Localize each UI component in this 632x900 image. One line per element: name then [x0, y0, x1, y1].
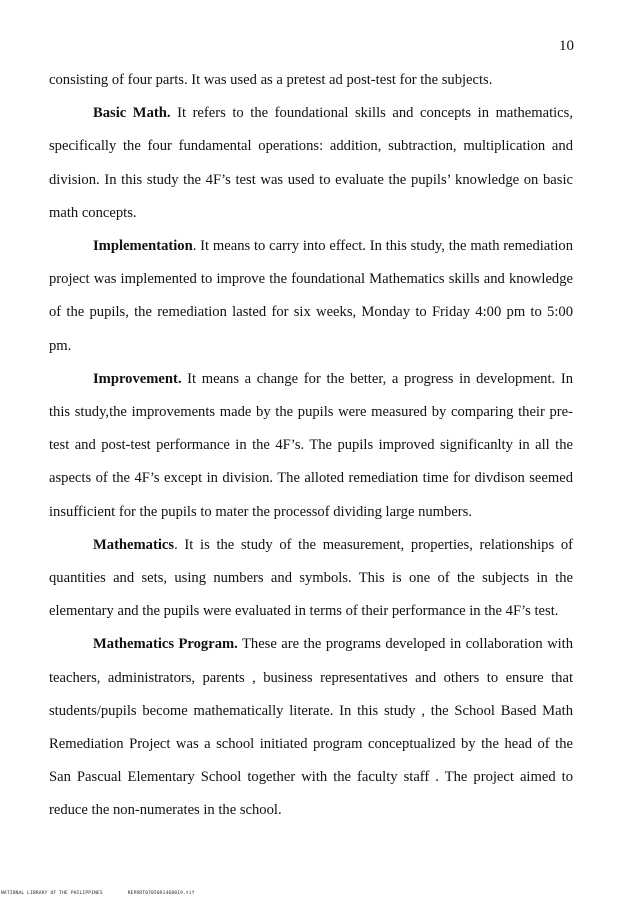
- footer-library: NATIONAL LIBRARY OF THE PHILIPPINES: [1, 891, 103, 896]
- definition-term: Basic Math.: [93, 105, 171, 122]
- page-number: 10: [559, 38, 574, 54]
- definition-implementation: [49, 230, 573, 363]
- definition-improvement: [49, 363, 573, 529]
- definition-text: It means a change for the better, a progress in development. In this study,the improvements made by the pupils were measured by comparing their pre-test and post-test performance in the 4F’s. The pupils improved significanlty in all the aspects of the 4F’s except in division. The alloted remediation time for divdison seemed insufficient for the pupils to mater the processof dividing large numbers.: [49, 370, 573, 520]
- definition-mathematics-program: [49, 628, 573, 827]
- footer-file-id: REPORT0705091468019.tif: [127, 891, 195, 896]
- definition-text: . It means to carry into effect. In this study, the math remediation project was implemented to improve the foundational Mathematics skills and knowledge of the pupils, the remediation lasted for six weeks, Monday to Friday 4:00 pm to 5:00 pm.: [49, 238, 573, 354]
- definition-basic-math: [49, 97, 573, 230]
- definition-text: These are the programs developed in collaboration with teachers, administrators, parents , business representatives and others to ensure that students/pupils become mathematically literate. In this study , the School Based Math Remediation Project was a school initiated program conceptualized by the head of the San Pascual Elementary School together with the faculty staff . The project aimed to reduce the non-numerates in the school.: [49, 636, 574, 819]
- definition-term: Mathematics: [93, 536, 175, 553]
- document-body: [49, 64, 573, 828]
- definition-mathematics: [49, 529, 573, 629]
- definition-term: Mathematics Program.: [93, 636, 238, 653]
- intro-paragraph: consisting of four parts. It was used as a pretest ad post-test for the subjects.: [49, 72, 493, 88]
- definition-text: . It is the study of the measurement, properties, relationships of quantities and sets, using numbers and symbols. This is one of the subjects in the elementary and the pupils were evaluated in terms of their performance in the 4F’s test.: [49, 536, 573, 620]
- definition-term: Improvement.: [93, 370, 182, 387]
- scan-footer: [1, 891, 195, 896]
- definition-term: Implementation: [93, 238, 193, 255]
- definition-text: It refers to the foundational skills and concepts in mathematics, specifically the four fundamental operations: addition, subtraction, multiplication and division. In this study the 4F’s test was used to evaluate the pupils’ knowledge on basic math concepts.: [49, 105, 573, 221]
